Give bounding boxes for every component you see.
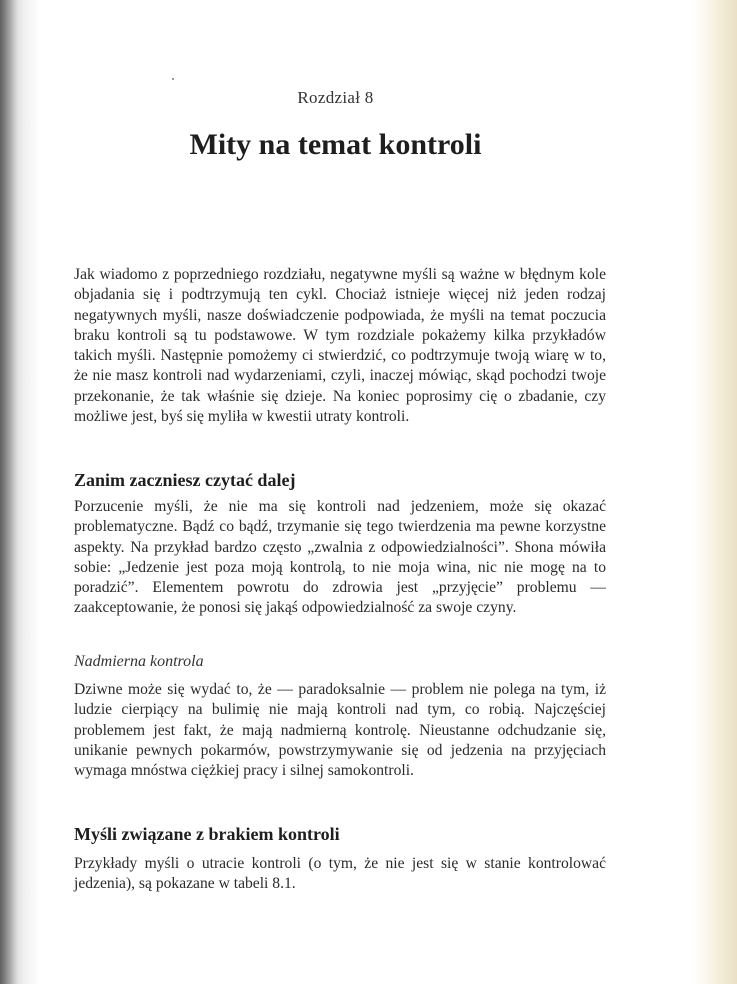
- chapter-title: Mity na temat kontroli: [189, 128, 482, 161]
- section-heading-control-thoughts: Myśli związane z brakiem kontroli: [74, 824, 340, 844]
- paragraph-control-thoughts: Przykłady myśli o utracie kontroli (o tym, że nie jest się w stanie kontrolować jedzenia), są pokazane w tabeli 8.1.: [74, 855, 606, 893]
- chapter-label: Rozdział 8: [297, 88, 374, 107]
- paragraph-excess-control: Dziwne może się wydać to, że — paradoksalnie — problem nie polega na tym, iż ludzie cierpiący na bulimię nie mają kontroli nad tym, co robią. Najczęściej problemem jest fakt, że mają nadmierną kontrolę. Nieustanne odchudzanie się, unikanie pewnych pokarmów, powstrzymywanie się od jedzenia na przyjęciach wymaga mnóstwa ciężkiej pracy i silnej samokontroli.: [74, 681, 606, 780]
- subsection-heading-excess-control: Nadmierna kontrola: [74, 653, 204, 670]
- paragraph-before-reading: Porzucenie myśli, że nie ma się kontroli nad jedzeniem, może się okazać problematyczne. Bądź co bądź, trzymanie się tego twierdzenia ma pewne korzystne aspekty. Na przykład bardzo często „zwalnia z odpowiedzialności”. Shona mówiła sobie: „Jedzenie jest poza moją kontrolą, to nie moja wina, nic nie mogę na to poradzić”. Elementem powrotu do zdrowia jest „przyjęcie” problemu — zaakceptowanie, że ponosi się jakąś odpowiedzialność za swoje czyny.: [74, 498, 606, 617]
- section-heading-before-reading: Zanim zaczniesz czytać dalej: [74, 470, 296, 490]
- intro-paragraph: Jak wiadomo z poprzedniego rozdziału, negatywne myśli są ważne w błędnym kole objadania się i podtrzymują ten cykl. Chociaż istnieje więcej niż jeden rodzaj negatywnych myśli, nasze doświadczenie podpowiada, że myśli na temat poczucia braku kontroli są tu podstawowe. W tym rozdziale pokażemy kilka przykładów takich myśli. Następnie pomożemy ci stwierdzić, co podtrzymuje twoją wiarę w to, że nie masz kontroli nad wydarzeniami, czyli, inaczej mówiąc, skąd pochodzi twoje przekonanie, że tak właśnie się dzieje. Na koniec poprosimy cię o zbadanie, czy możliwe jest, byś się myliła w kwestii utraty kontroli.: [74, 266, 606, 426]
- scan-speck: [172, 78, 174, 80]
